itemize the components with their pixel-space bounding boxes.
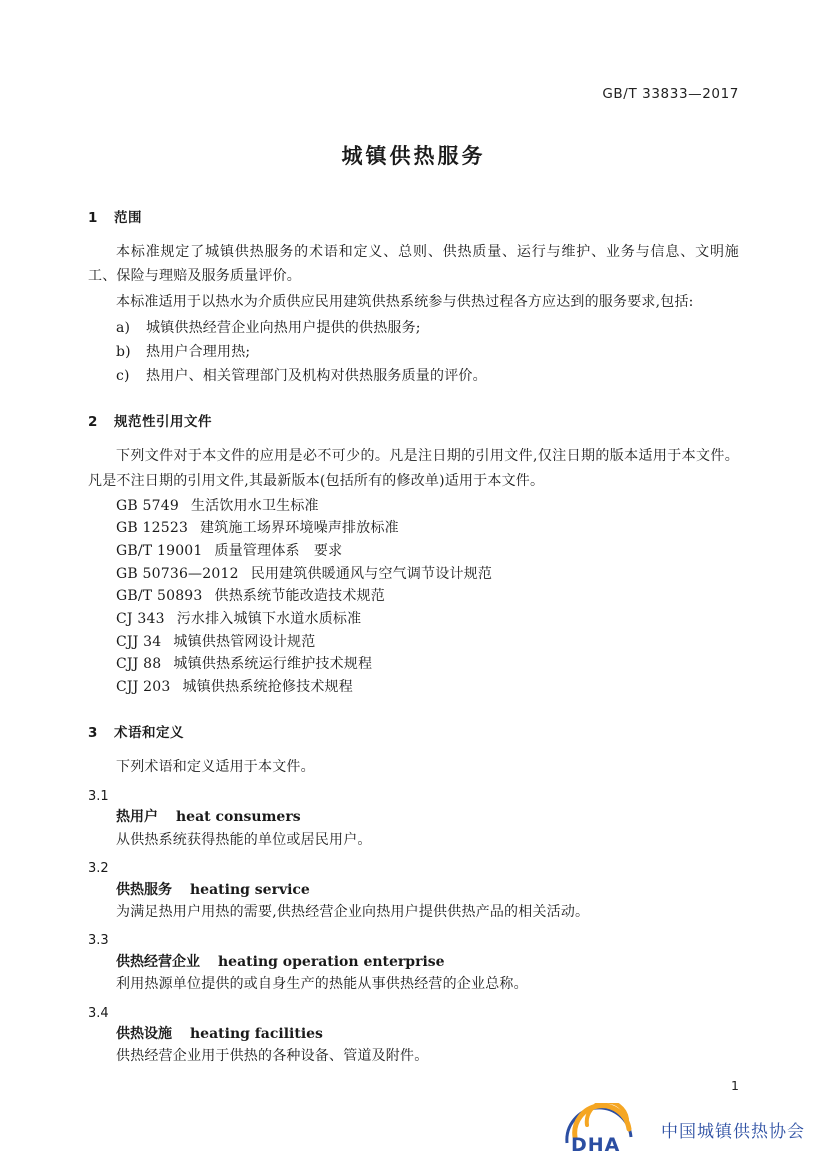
term-name-cn: 供热服务	[116, 881, 172, 898]
term-name-en: heat consumers	[176, 809, 301, 826]
list-item-label: b)	[116, 344, 131, 361]
reference-item	[88, 608, 739, 631]
organization-logo	[557, 1103, 805, 1155]
clause-number: 2	[88, 414, 98, 431]
term-name	[88, 1023, 739, 1045]
term-name	[88, 806, 739, 828]
list-item	[88, 364, 739, 388]
term-number: 3.4	[88, 1005, 109, 1021]
reference-item	[88, 495, 739, 518]
term-number: 3.3	[88, 933, 109, 949]
reference-item	[88, 540, 739, 563]
reference-code: GB 5749	[116, 497, 179, 514]
page-number: 1	[731, 1078, 739, 1093]
reference-code: GB 12523	[116, 520, 189, 537]
list-item-text: 热用户、相关管理部门及机构对供热服务质量的评价。	[146, 368, 487, 385]
reference-code: GB/T 19001	[116, 542, 203, 559]
references-intro: 下列文件对于本文件的应用是必不可少的。凡是注日期的引用文件,仅注日期的版本适用于本文件。凡是不注日期的引用文件,其最新版本(包括所有的修改单)适用于本文件。	[88, 448, 739, 489]
clause-number: 1	[88, 210, 98, 226]
reference-item	[88, 563, 739, 586]
list-item-text: 热用户合理用热;	[146, 344, 251, 361]
terms-intro: 下列术语和定义适用于本文件。	[116, 758, 315, 775]
reference-item	[88, 517, 739, 540]
clause-name: 规范性引用文件	[114, 414, 212, 431]
term-name-en: heating operation enterprise	[218, 953, 445, 970]
reference-title: 生活饮用水卫生标准	[190, 497, 319, 514]
term-definition: 利用热源单位提供的或自身生产的热能从事供热经营的企业总称。	[116, 976, 528, 993]
list-item-label: a)	[116, 320, 131, 337]
clause-heading-1	[88, 206, 739, 226]
term-name-cn: 热用户	[116, 809, 158, 826]
term-name-en: heating facilities	[190, 1026, 323, 1043]
reference-title: 建筑施工场界环境噪声排放标准	[200, 520, 399, 537]
reference-code: GB/T 50893	[116, 588, 203, 605]
clause-number: 3	[88, 724, 98, 741]
term-definition: 从供热系统获得热能的单位或居民用户。	[116, 831, 372, 848]
reference-code: CJJ 34	[116, 633, 162, 650]
dha-logo-icon	[557, 1103, 653, 1155]
reference-title: 民用建筑供暖通风与空气调节设计规范	[250, 565, 493, 582]
reference-code: CJ 343	[116, 610, 165, 627]
term-definition: 供热经营企业用于供热的各种设备、管道及附件。	[116, 1048, 429, 1065]
organization-name: 中国城镇供热协会	[661, 1121, 805, 1142]
term-name-cn: 供热设施	[116, 1026, 172, 1043]
clause-name: 范围	[114, 210, 142, 226]
term-number: 3.1	[88, 788, 109, 804]
reference-title: 供热系统节能改造技术规范	[214, 588, 385, 605]
reference-title: 污水排入城镇下水道水质标准	[176, 610, 362, 627]
list-item-text: 城镇供热经营企业向热用户提供的供热服务;	[146, 320, 421, 337]
reference-item	[88, 653, 739, 676]
term-definition: 为满足热用户用热的需要,供热经营企业向热用户提供供热产品的相关活动。	[116, 903, 590, 920]
list-item	[88, 340, 739, 364]
svg-text:DHA: DHA	[571, 1134, 621, 1155]
reference-title: 城镇供热系统抢修技术规程	[182, 679, 353, 695]
clause-name: 术语和定义	[114, 724, 184, 741]
reference-title: 城镇供热管网设计规范	[173, 633, 316, 650]
page-title: 城镇供热服务	[341, 144, 486, 168]
scope-paragraph-2: 本标准适用于以热水为介质供应民用建筑供热系统参与供热过程各方应达到的服务要求,包括:	[116, 294, 694, 311]
clause-heading-2	[88, 410, 739, 430]
reference-code: GB 50736—2012	[116, 565, 239, 582]
term-name-en: heating service	[190, 881, 310, 898]
list-item	[88, 316, 739, 340]
list-item-label: c)	[116, 368, 130, 385]
scope-paragraph-1: 本标准规定了城镇供热服务的术语和定义、总则、供热质量、运行与维护、业务与信息、文明施工、保险与理赔及服务质量评价。	[88, 244, 739, 285]
term-name	[88, 879, 739, 901]
reference-item	[88, 585, 739, 608]
reference-code: CJJ 203	[116, 679, 171, 695]
standard-number: GB/T 33833—2017	[602, 86, 739, 102]
clause-heading-3	[88, 721, 739, 741]
reference-item	[88, 631, 739, 654]
reference-code: CJJ 88	[116, 656, 162, 673]
reference-title: 质量管理体系 要求	[214, 542, 343, 559]
term-name	[88, 951, 739, 973]
term-name-cn: 供热经营企业	[116, 953, 200, 970]
reference-item	[88, 676, 739, 699]
reference-title: 城镇供热系统运行维护技术规程	[173, 656, 373, 673]
term-number: 3.2	[88, 861, 109, 877]
